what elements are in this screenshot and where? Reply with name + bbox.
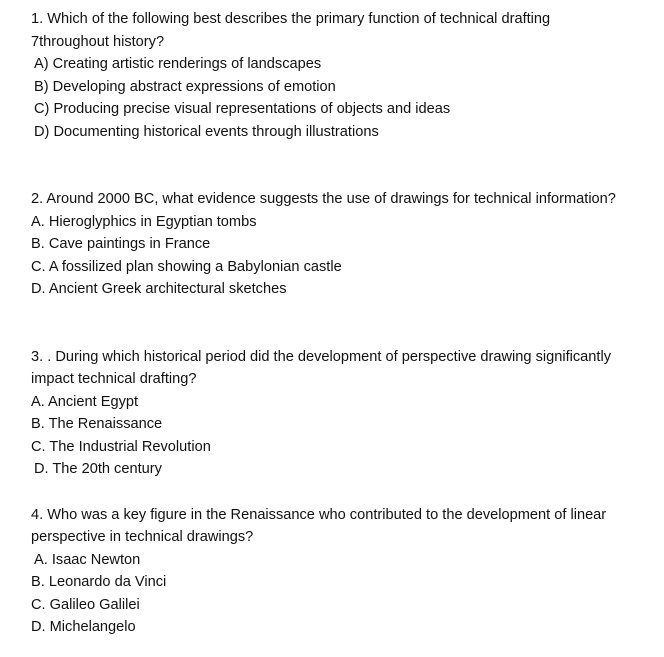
answer-option-a: A. Ancient Egypt: [31, 393, 139, 410]
answer-option-c: C. The Industrial Revolution: [31, 438, 211, 455]
question-stem: 2. Around 2000 BC, what evidence suggests the use of drawings for technical information?: [31, 191, 616, 207]
question-1: [31, 8, 663, 143]
answer-option-b: B. The Renaissance: [31, 416, 163, 432]
question-stem: impact technical drafting?: [31, 371, 197, 387]
quiz-document: [31, 8, 663, 639]
answer-option-d: D. Michelangelo: [31, 619, 136, 635]
answer-option-b: B) Developing abstract expressions of emotion: [34, 78, 336, 95]
answer-option-b: B. Cave paintings in France: [31, 236, 211, 252]
question-stem: 1. Which of the following best describes the primary function of technical drafting: [31, 11, 551, 27]
answer-option-a: A. Isaac Newton: [34, 551, 141, 568]
question-4: [31, 504, 663, 639]
answer-option-c: C) Producing precise visual representations of objects and ideas: [34, 101, 451, 117]
answer-option-c: C. A fossilized plan showing a Babylonian castle: [31, 258, 342, 275]
answer-option-a: A. Hieroglyphics in Egyptian tombs: [31, 213, 257, 230]
question-stem: 7throughout history?: [31, 33, 165, 50]
question-stem: 3. . During which historical period did the development of perspective drawing significantly: [31, 348, 612, 365]
question-stem: 4. Who was a key figure in the Renaissance who contributed to the development of linear: [31, 506, 607, 523]
question-3: [31, 346, 663, 481]
answer-option-a: A) Creating artistic renderings of landscapes: [34, 56, 322, 72]
answer-option-b: B. Leonardo da Vinci: [31, 574, 167, 590]
answer-option-d: D) Documenting historical events through illustrations: [34, 123, 379, 140]
answer-option-d: D. The 20th century: [34, 461, 162, 477]
answer-option-c: C. Galileo Galilei: [31, 596, 140, 613]
question-stem: perspective in technical drawings?: [31, 529, 254, 545]
answer-option-d: D. Ancient Greek architectural sketches: [31, 281, 287, 297]
question-2: [31, 188, 663, 301]
